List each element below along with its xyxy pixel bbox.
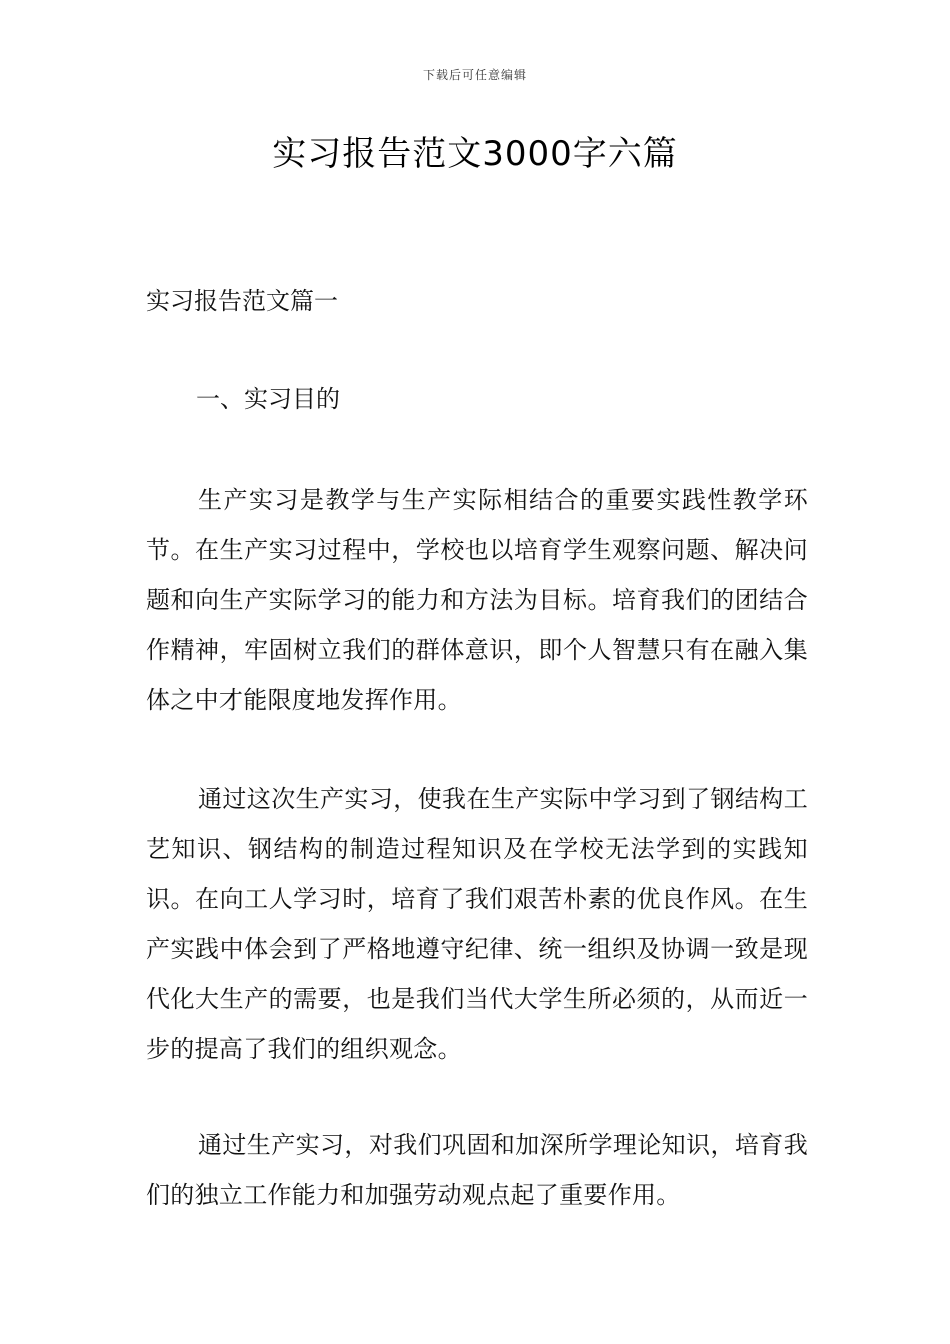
paragraph: 通过这次生产实习，使我在生产实际中学习到了钢结构工艺知识、钢结构的制造过程知识及在学校无法学到的实践知识。在向工人学习时，培育了我们艰苦朴素的优良作风。在生产实践中体会到了严格地遵守纪律、统一组织及协调一致是现代化大生产的需要，也是我们当代大学生所必须的，从而近一步的提高了我们的组织观念。: [146, 785, 808, 1063]
section-heading: 实习报告范文篇一: [146, 287, 338, 315]
paragraph: 通过生产实习，对我们巩固和加深所学理论知识，培育我们的独立工作能力和加强劳动观点起了重要作用。: [146, 1131, 808, 1209]
header-note: 下载后可任意编辑: [422, 68, 527, 82]
sub-heading: 一、实习目的: [196, 385, 340, 413]
document-title: 实习报告范文3000字六篇: [272, 134, 678, 174]
paragraph: 生产实习是教学与生产实际相结合的重要实践性教学环节。在生产实习过程中，学校也以培育学生观察问题、解决问题和向生产实际学习的能力和方法为目标。培育我们的团结合作精神，牢固树立我们的群体意识，即个人智慧只有在融入集体之中才能限度地发挥作用。: [146, 486, 808, 714]
